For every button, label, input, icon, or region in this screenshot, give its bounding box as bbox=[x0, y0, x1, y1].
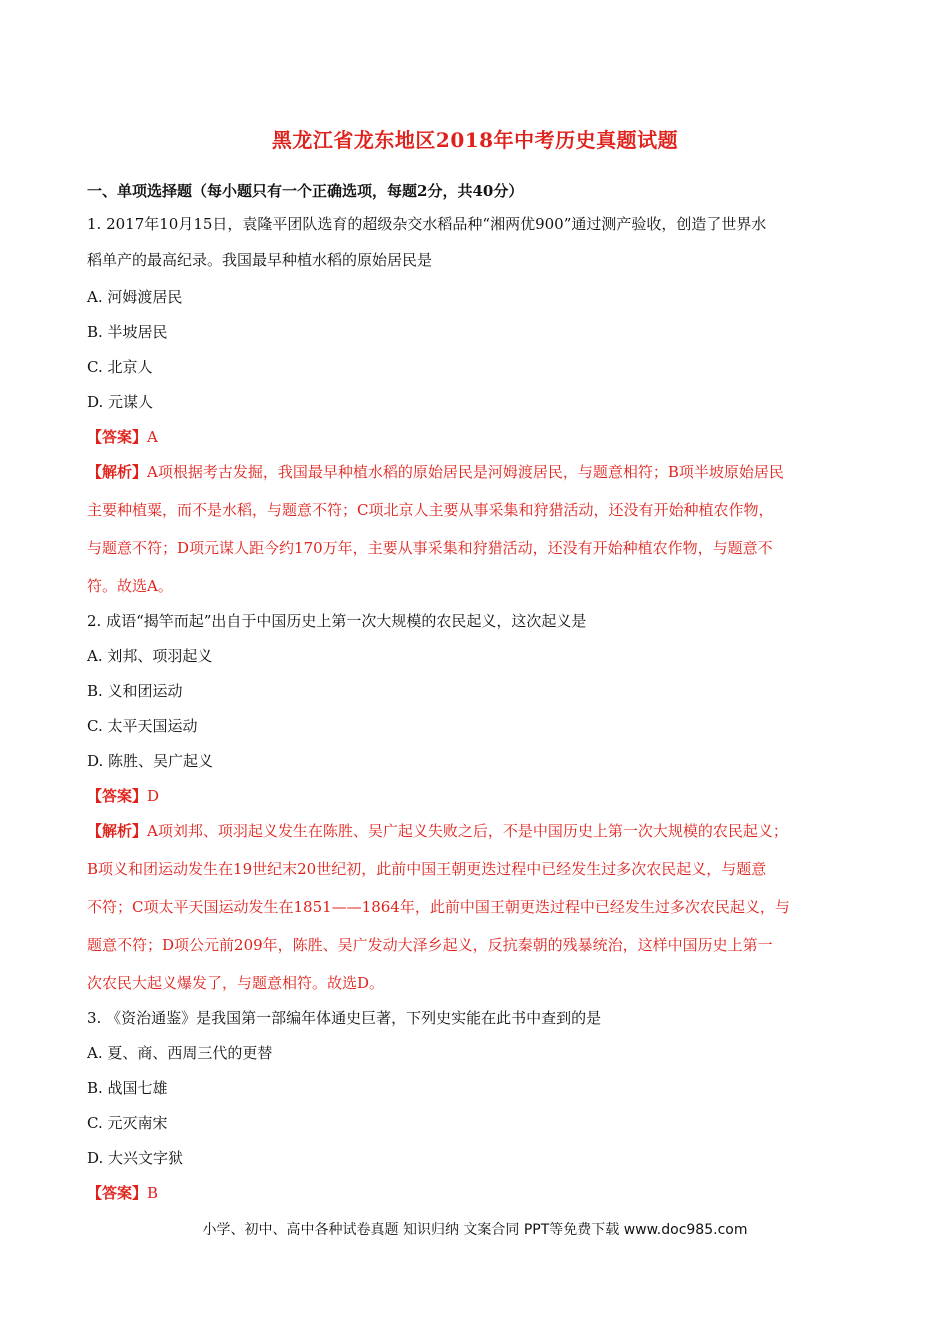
question-1-option-d: D. 元谋人 bbox=[87, 393, 154, 411]
answer-tag: 【答案】 bbox=[87, 1184, 148, 1202]
question-3-option-d: D. 大兴文字狱 bbox=[87, 1149, 184, 1167]
question-1-analysis-line-1 bbox=[87, 462, 877, 482]
question-3-option-b: B. 战国七雄 bbox=[87, 1079, 168, 1097]
question-1-option-b: B. 半坡居民 bbox=[87, 323, 168, 341]
question-3-answer bbox=[87, 1183, 877, 1203]
answer-value: A bbox=[147, 428, 158, 446]
question-2-analysis-line-1 bbox=[87, 821, 877, 841]
question-2-option-c: C. 太平天国运动 bbox=[87, 717, 198, 735]
question-2-answer bbox=[87, 786, 877, 806]
section-heading: 一、单项选择题（每小题只有一个正确选项，每题2分，共40分） bbox=[87, 182, 524, 200]
page-title: 黑龙江省龙东地区2018年中考历史真题试题 bbox=[271, 128, 679, 152]
answer-value: D bbox=[147, 787, 160, 805]
question-1-answer bbox=[87, 427, 877, 447]
question-3-stem-line-1: 3. 《资治通鉴》是我国第一部编年体通史巨著，下列史实能在此书中查到的是 bbox=[87, 1009, 602, 1027]
question-2-analysis-line-2: B项义和团运动发生在19世纪末20世纪初，此前中国王朝更迭过程中已经发生过多次农民起义，与题意 bbox=[87, 860, 767, 878]
analysis-text: A项根据考古发掘，我国最早种植水稻的原始居民是河姆渡居民，与题意相符；B项半坡原始居民 bbox=[147, 463, 784, 481]
question-2-analysis-line-3: 不符；C项太平天国运动发生在1851——1864年，此前中国王朝更迭过程中已经发生过多次农民起义，与 bbox=[87, 898, 790, 916]
question-1-option-a: A. 河姆渡居民 bbox=[87, 288, 183, 306]
question-2-analysis-line-5: 次农民大起义爆发了，与题意相符。故选D。 bbox=[87, 974, 385, 992]
question-1-option-c: C. 北京人 bbox=[87, 358, 153, 376]
question-2-analysis-line-4: 题意不符；D项公元前209年，陈胜、吴广发动大泽乡起义，反抗秦朝的残暴统治，这样中国历史上第一 bbox=[87, 936, 773, 954]
analysis-tag: 【解析】 bbox=[87, 822, 148, 840]
question-1-analysis-line-2: 主要种植粟，而不是水稻，与题意不符；C项北京人主要从事采集和狩猎活动，还没有开始种植农作物， bbox=[87, 501, 774, 519]
analysis-text: A项刘邦、项羽起义发生在陈胜、吴广起义失败之后，不是中国历史上第一次大规模的农民起义； bbox=[147, 822, 788, 840]
question-2-stem-line-1: 2. 成语“揭竿而起”出自于中国历史上第一次大规模的农民起义，这次起义是 bbox=[87, 612, 587, 630]
question-1-analysis-line-3: 与题意不符；D项元谋人距今约170万年，主要从事采集和狩猎活动，还没有开始种植农作物，与题意不 bbox=[87, 539, 773, 557]
question-2-option-b: B. 义和团运动 bbox=[87, 682, 183, 700]
question-1-stem-line-2: 稻单产的最高纪录。我国最早种植水稻的原始居民是 bbox=[87, 251, 433, 269]
analysis-tag: 【解析】 bbox=[87, 463, 148, 481]
question-1-analysis-line-4: 符。故选A。 bbox=[87, 577, 173, 595]
question-3-option-c: C. 元灭南宋 bbox=[87, 1114, 168, 1132]
question-1-stem-line-1: 1. 2017年10月15日，袁隆平团队选育的超级杂交水稻品种“湘两优900”通过测产验收，创造了世界水 bbox=[87, 215, 767, 233]
answer-value: B bbox=[147, 1184, 159, 1202]
answer-tag: 【答案】 bbox=[87, 428, 148, 446]
question-2-option-d: D. 陈胜、吴广起义 bbox=[87, 752, 214, 770]
page-footer: 小学、初中、高中各种试卷真题 知识归纳 文案合同 PPT等免费下载 www.doc985.com bbox=[202, 1222, 748, 1238]
answer-tag: 【答案】 bbox=[87, 787, 148, 805]
question-3-option-a: A. 夏、商、西周三代的更替 bbox=[87, 1044, 273, 1062]
question-2-option-a: A. 刘邦、项羽起义 bbox=[87, 647, 213, 665]
